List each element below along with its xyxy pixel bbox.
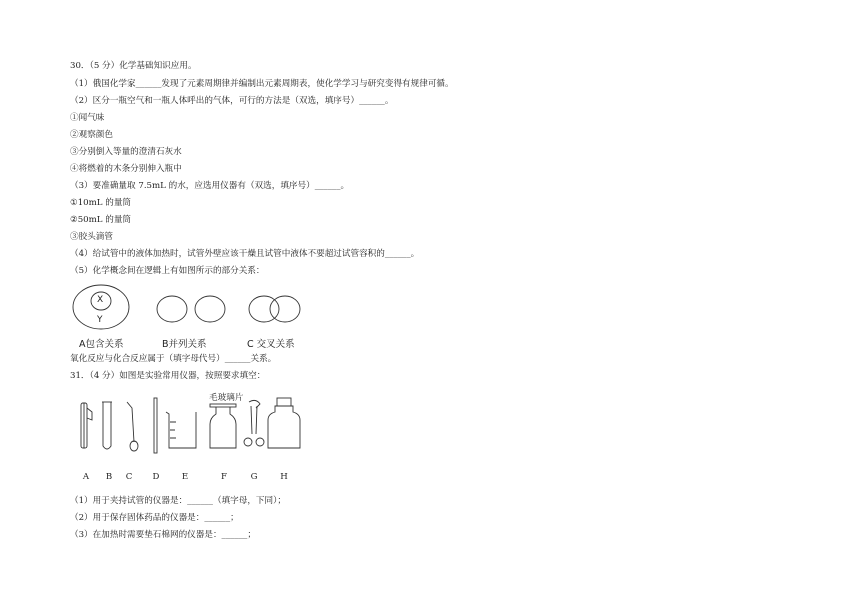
- apparatus-letter-h: H: [280, 472, 288, 482]
- apparatus-letter-b: B: [105, 472, 113, 482]
- apparatus-letter-d: D: [152, 472, 160, 482]
- q30-option-3: ③分别倒入等量的澄清石灰水: [70, 147, 182, 157]
- q30-option-4: ④将燃着的木条分别伸入瓶中: [70, 164, 182, 174]
- label-intersection: C 交叉关系: [247, 339, 295, 350]
- relationship-diagram: [70, 283, 310, 333]
- q30-choice-3: ③胶头滴管: [70, 232, 113, 242]
- q30-choice-1: ①10mL 的量筒: [70, 198, 132, 208]
- q31-part2: （2）用于保存固体药品的仪器是：______；: [70, 513, 239, 523]
- lab-apparatus-figure: [72, 398, 312, 458]
- q30-title: 30．（5 分）化学基础知识应用。: [70, 61, 197, 71]
- q30-part5-question: 氧化反应与化合反应属于（填字母代号）______关系。: [70, 354, 277, 364]
- apparatus-letter-f: F: [221, 472, 227, 482]
- ground-glass-label: 毛玻璃片: [209, 393, 244, 403]
- q30-part1: （1）俄国化学家______发现了元素周期律并编制出元素周期表，使化学学习与研究变得有规律可循。: [70, 79, 454, 89]
- wide-mouth-bottle-icon: [268, 398, 300, 448]
- intersect-right-circle: [270, 296, 300, 322]
- set-x-label: X: [97, 295, 104, 305]
- q31-part1: （1）用于夹持试管的仪器是：______（填字母，下同）；: [70, 496, 287, 506]
- q30-part2: （2）区分一瓶空气和一瓶人体呼出的气体，可行的方法是（双选，填序号）______。: [70, 96, 394, 106]
- q30-part4: （4）给试管中的液体加热时，试管外壁应该干燥且试管中液体不要超过试管容积的______。: [70, 249, 420, 259]
- parallel-right-circle: [195, 296, 225, 322]
- test-tube-holder-icon: [81, 403, 92, 448]
- apparatus-letter-c: C: [125, 472, 133, 482]
- gas-bottle-icon: [210, 404, 236, 448]
- q30-option-2: ②观察颜色: [70, 130, 113, 140]
- spoon-icon: [127, 402, 138, 451]
- label-parallel: B并列关系: [162, 339, 207, 350]
- beaker-icon: [166, 412, 196, 448]
- q30-option-1: ①闻气味: [70, 113, 105, 123]
- q31-title: 31．（4 分）如图是实验常用仪器，按照要求填空：: [70, 371, 266, 381]
- q30-part3: （3）要准确量取 7.5mL 的水，应选用仪器有（双选，填序号）______。: [70, 181, 350, 191]
- crucible-tongs-icon: [244, 400, 264, 446]
- q31-part3: （3）在加热时需要垫石棉网的仪器是：______；: [70, 530, 256, 540]
- q30-part5: （5）化学概念间在逻辑上有如图所示的部分关系：: [70, 266, 265, 276]
- q30-choice-2: ②50mL 的量筒: [70, 215, 132, 225]
- set-y-label: Y: [97, 315, 103, 325]
- parallel-left-circle: [157, 296, 187, 322]
- glass-rod-icon: [154, 398, 157, 453]
- label-containment: A包含关系: [79, 339, 124, 350]
- apparatus-letter-a: A: [82, 472, 90, 482]
- apparatus-letter-e: E: [181, 472, 189, 482]
- test-tube-icon: [102, 402, 112, 449]
- apparatus-letter-g: G: [250, 472, 258, 482]
